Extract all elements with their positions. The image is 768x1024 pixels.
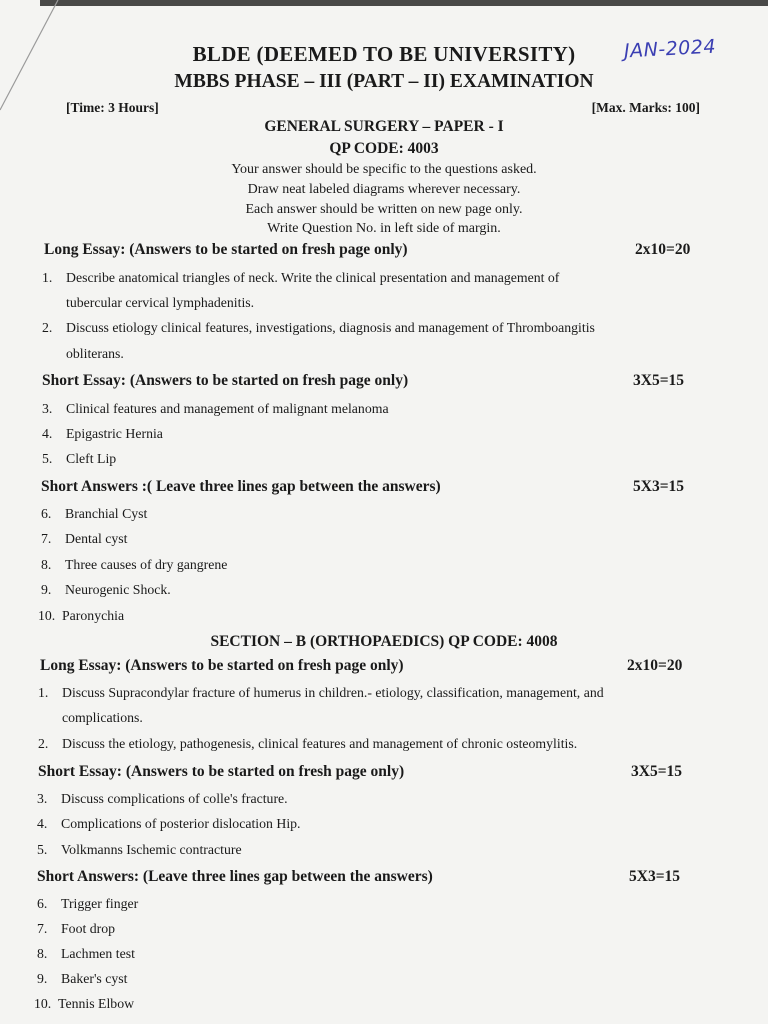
section-heading: Short Essay: (Answers to be started on fresh page only) xyxy=(42,372,409,389)
question-number: 4. xyxy=(37,816,48,831)
time-label: [Time: 3 Hours] xyxy=(66,100,159,115)
question-text-continued: complications. xyxy=(62,710,143,725)
section-marks: 3X5=15 xyxy=(631,763,683,780)
section-marks: 5X3=15 xyxy=(629,868,681,885)
question-number: 1. xyxy=(38,685,49,700)
handwritten-date: JAN-2024 xyxy=(623,35,717,63)
question-text: Discuss Supracondylar fracture of humerus in children.- etiology, classification, management, and xyxy=(62,685,604,700)
question-text: Neurogenic Shock. xyxy=(65,582,171,597)
question-item xyxy=(37,946,135,962)
question-number: 2. xyxy=(42,320,53,335)
instruction-line: Write Question No. in left side of margin. xyxy=(267,221,501,236)
question-item xyxy=(37,842,242,858)
instruction-line: Your answer should be specific to the questions asked. xyxy=(231,162,537,177)
question-text: Foot drop xyxy=(61,921,116,936)
question-number: 7. xyxy=(37,921,48,936)
question-number: 6. xyxy=(37,896,48,911)
question-item xyxy=(42,426,163,442)
question-item xyxy=(42,320,595,336)
question-text: Describe anatomical triangles of neck. Write the clinical presentation and management of xyxy=(66,270,560,285)
question-number: 9. xyxy=(41,582,52,597)
question-number: 9. xyxy=(37,971,48,986)
section-heading: Short Essay: (Answers to be started on fresh page only) xyxy=(38,763,405,780)
question-text: Dental cyst xyxy=(65,531,128,546)
question-item xyxy=(42,451,116,467)
section-heading: Long Essay: (Answers to be started on fresh page only) xyxy=(40,657,404,674)
question-item xyxy=(42,270,559,286)
question-item xyxy=(41,531,127,547)
question-text: Tennis Elbow xyxy=(58,996,135,1011)
section-heading: Short Answers :( Leave three lines gap between the answers) xyxy=(41,478,441,495)
question-item xyxy=(37,816,301,832)
question-text: Trigger finger xyxy=(61,896,139,911)
question-number: 3. xyxy=(42,401,53,416)
question-text: Baker's cyst xyxy=(61,971,128,986)
question-number: 6. xyxy=(41,506,52,521)
question-text: Clinical features and management of malignant melanoma xyxy=(66,401,389,416)
question-item xyxy=(41,506,147,522)
qp-code: QP CODE: 4003 xyxy=(329,140,439,157)
scan-top-edge xyxy=(40,0,768,6)
question-text: Volkmanns Ischemic contracture xyxy=(61,842,242,857)
question-item xyxy=(38,736,577,752)
question-text-continued: obliterans. xyxy=(66,346,124,361)
section-heading: Short Answers: (Leave three lines gap between the answers) xyxy=(37,868,433,885)
question-number: 8. xyxy=(37,946,48,961)
section-heading: Long Essay: (Answers to be started on fresh page only) xyxy=(44,241,408,258)
question-number: 4. xyxy=(42,426,53,441)
instruction-line: Each answer should be written on new page only. xyxy=(245,202,523,217)
question-item xyxy=(38,685,604,701)
question-number: 10. xyxy=(38,608,56,623)
question-item xyxy=(37,896,138,912)
question-text: Branchial Cyst xyxy=(65,506,148,521)
section-marks: 2x10=20 xyxy=(635,241,691,258)
question-item xyxy=(37,921,115,937)
question-text: Discuss etiology clinical features, investigations, diagnosis and management of Thromboangitis xyxy=(66,320,595,335)
question-number: 5. xyxy=(42,451,53,466)
max-marks-label: [Max. Marks: 100] xyxy=(591,100,700,115)
question-number: 5. xyxy=(37,842,48,857)
question-number: 7. xyxy=(41,531,52,546)
exam-title: MBBS PHASE – III (PART – II) EXAMINATION xyxy=(174,71,594,92)
section-marks: 3X5=15 xyxy=(633,372,685,389)
section-marks: 5X3=15 xyxy=(633,478,685,495)
question-item xyxy=(37,791,288,807)
question-text: Complications of posterior dislocation Hip. xyxy=(61,816,301,831)
question-item xyxy=(37,971,127,987)
question-number: 8. xyxy=(41,557,52,572)
question-text: Cleft Lip xyxy=(66,451,117,466)
question-number: 3. xyxy=(37,791,48,806)
question-item xyxy=(34,996,134,1012)
paper-title: GENERAL SURGERY – PAPER - I xyxy=(264,118,504,135)
question-item xyxy=(41,557,227,573)
question-number: 10. xyxy=(34,996,52,1011)
question-text: Lachmen test xyxy=(61,946,135,961)
question-text: Epigastric Hernia xyxy=(66,426,163,441)
question-number: 2. xyxy=(38,736,49,751)
question-number: 1. xyxy=(42,270,53,285)
question-text: Discuss the etiology, pathogenesis, clinical features and management of chronic osteomylitis. xyxy=(62,736,578,751)
question-text: Paronychia xyxy=(62,608,125,623)
university-title: BLDE (DEEMED TO BE UNIVERSITY) xyxy=(192,42,576,66)
question-item xyxy=(38,608,124,624)
section-marks: 2x10=20 xyxy=(627,657,683,674)
instruction-line: Draw neat labeled diagrams wherever necessary. xyxy=(247,182,521,197)
question-text: Discuss complications of colle's fracture. xyxy=(61,791,288,806)
question-item xyxy=(41,582,171,598)
question-text-continued: tubercular cervical lymphadenitis. xyxy=(66,295,255,310)
section-b-title: SECTION – B (ORTHOPAEDICS) QP CODE: 4008 xyxy=(210,633,558,650)
question-text: Three causes of dry gangrene xyxy=(65,557,228,572)
question-item xyxy=(42,401,389,417)
